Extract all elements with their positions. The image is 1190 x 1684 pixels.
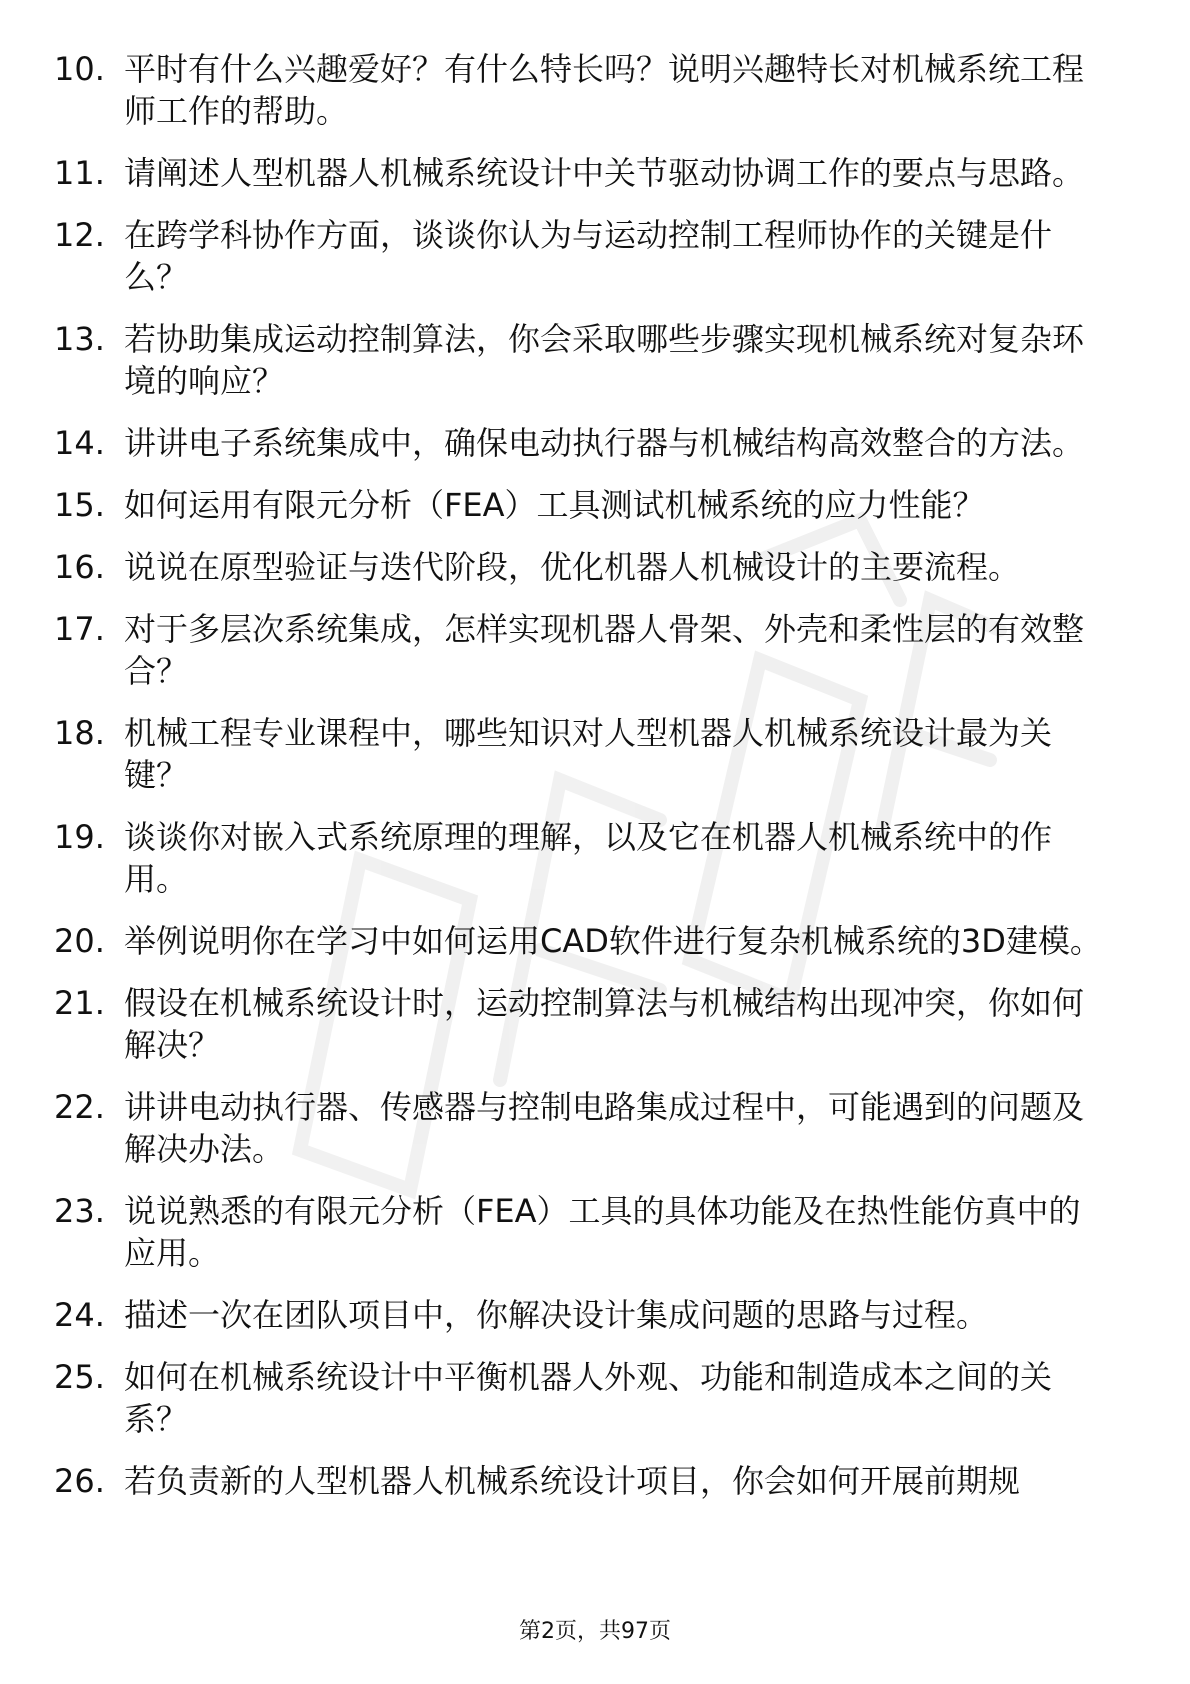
question-text: 机械工程专业课程中，哪些知识对人型机器人机械系统设计最为关键？ [124,714,1053,794]
list-item [0,1190,1104,1274]
question-text: 讲讲电子系统集成中，确保电动执行器与机械结构高效整合的方法。 [124,424,1085,462]
question-number: 10. [54,50,105,88]
list-item [0,1086,1104,1170]
question-number: 26. [54,1462,105,1500]
question-number: 13. [54,320,105,358]
question-text: 描述一次在团队项目中，你解决设计集成问题的思路与过程。 [124,1296,989,1334]
question-number: 11. [54,154,105,192]
list-item [0,214,1104,298]
list-item [0,48,1104,132]
question-number: 18. [54,714,105,752]
question-text: 在跨学科协作方面，谈谈你认为与运动控制工程师协作的关键是什么？ [124,216,1053,296]
list-item [0,484,1104,526]
question-number: 16. [54,548,105,586]
question-number: 15. [54,486,105,524]
question-text: 举例说明你在学习中如何运用CAD软件进行复杂机械系统的3D建模。 [124,922,1102,960]
list-item [0,546,1104,588]
list-item [0,982,1104,1066]
list-item [0,1356,1104,1440]
question-number: 19. [54,818,105,856]
question-text: 讲讲电动执行器、传感器与控制电路集成过程中，可能遇到的问题及解决办法。 [124,1088,1085,1168]
question-text: 说说熟悉的有限元分析（FEA）工具的具体功能及在热性能仿真中的应用。 [124,1192,1081,1272]
question-number: 12. [54,216,105,254]
list-item [0,920,1104,962]
list-item [0,422,1104,464]
question-text: 如何在机械系统设计中平衡机器人外观、功能和制造成本之间的关系？ [124,1358,1053,1438]
page-footer [0,1614,1190,1645]
list-item [0,1294,1104,1336]
question-number: 17. [54,610,105,648]
question-number: 23. [54,1192,105,1230]
list-item [0,816,1104,900]
question-text: 请阐述人型机器人机械系统设计中关节驱动协调工作的要点与思路。 [124,154,1085,192]
question-text: 平时有什么兴趣爱好？有什么特长吗？说明兴趣特长对机械系统工程师工作的帮助。 [124,50,1085,130]
list-item [0,152,1104,194]
question-number: 14. [54,424,105,462]
page-number-label: 第2页，共97页 [519,1619,671,1644]
question-number: 25. [54,1358,105,1396]
question-number: 21. [54,984,105,1022]
list-item [0,712,1104,796]
question-text: 若负责新的人型机器人机械系统设计项目，你会如何开展前期规 [124,1462,1021,1500]
question-text: 若协助集成运动控制算法，你会采取哪些步骤实现机械系统对复杂环境的响应？ [124,320,1085,400]
question-number: 20. [54,922,105,960]
question-text: 如何运用有限元分析（FEA）工具测试机械系统的应力性能？ [124,486,985,524]
question-number: 24. [54,1296,105,1334]
list-item [0,318,1104,402]
question-text: 谈谈你对嵌入式系统原理的理解，以及它在机器人机械系统中的作用。 [124,818,1053,898]
question-list [0,48,1190,1522]
list-item [0,608,1104,692]
question-text: 说说在原型验证与迭代阶段，优化机器人机械设计的主要流程。 [124,548,1021,586]
question-text: 假设在机械系统设计时，运动控制算法与机械结构出现冲突，你如何解决？ [124,984,1085,1064]
question-number: 22. [54,1088,105,1126]
list-item [0,1460,1104,1502]
question-text: 对于多层次系统集成，怎样实现机器人骨架、外壳和柔性层的有效整合？ [124,610,1085,690]
